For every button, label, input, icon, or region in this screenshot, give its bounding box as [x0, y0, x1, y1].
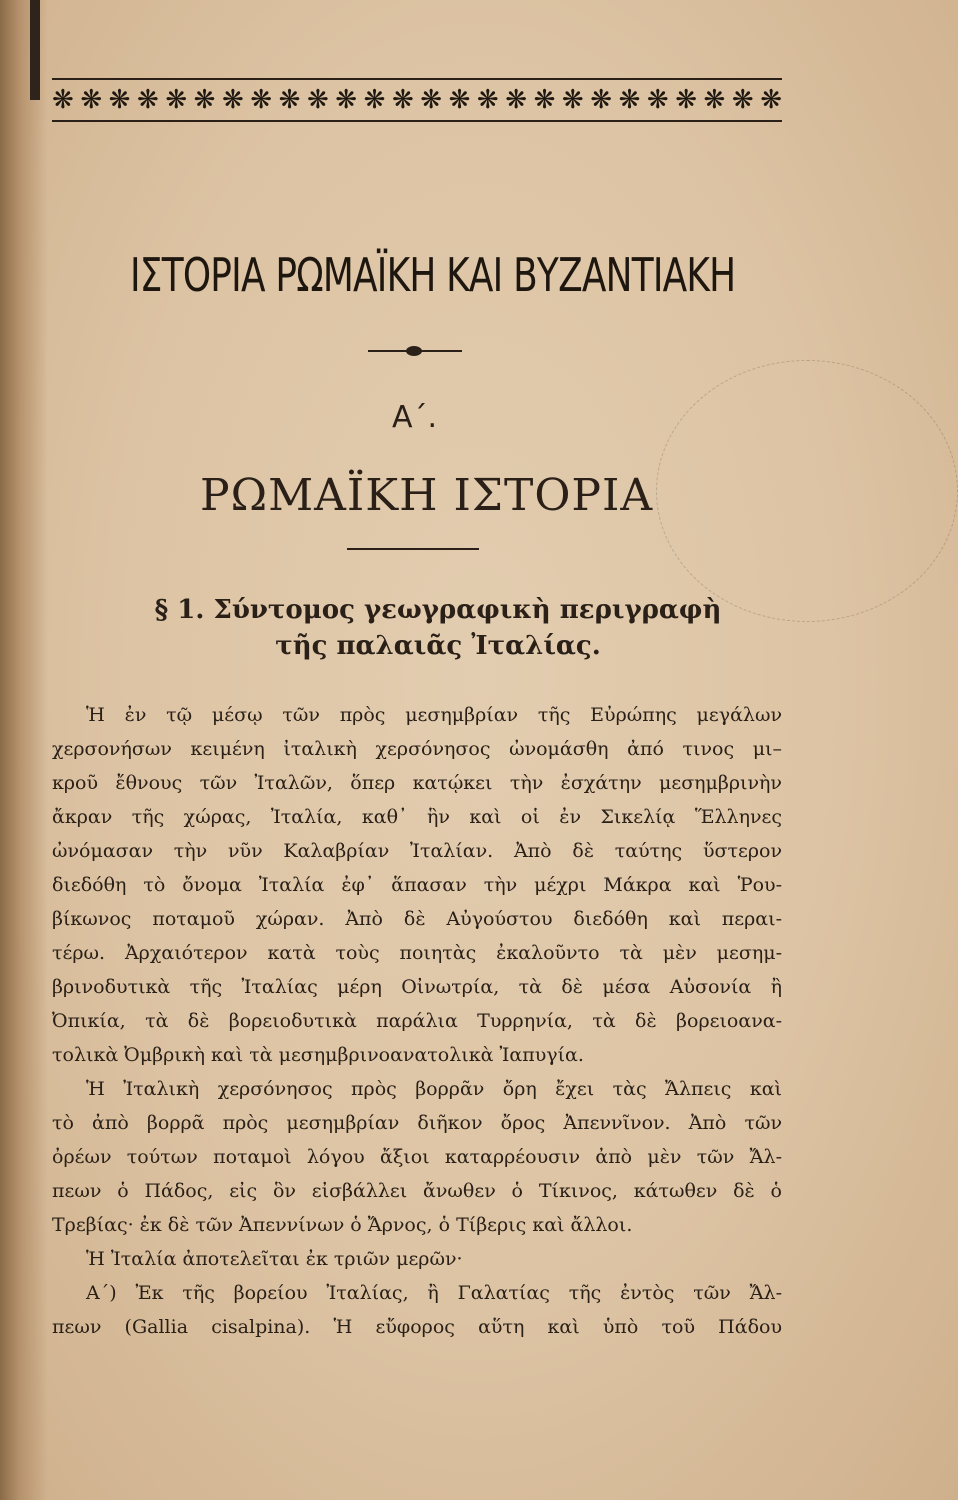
ornament-glyph: ❋ — [675, 85, 698, 115]
ornament-glyph: ❋ — [618, 85, 641, 115]
ornament-glyph: ❋ — [703, 85, 726, 115]
ornament-glyph: ❋ — [193, 85, 216, 115]
ornamental-header-band — [52, 78, 782, 122]
text-line: Ἡ Ἰταλικὴ χερσόνησος πρὸς βορρᾶν ὄρη ἔχει τὰς Ἄλπεις καὶ — [86, 1078, 782, 1100]
ornament-glyph: ❋ — [505, 85, 528, 115]
text-line: Ὀπικία, τὰ δὲ βορειοδυτικὰ παράλια Τυρρηνία, τὰ δὲ βορειοανα- — [52, 1010, 782, 1032]
text-line: Ἡ ἐν τῷ μέσῳ τῶν πρὸς μεσημβρίαν τῆς Εὐρώπης μεγάλων — [86, 704, 782, 726]
text-line: κροῦ ἔθνους τῶν Ἰταλῶν, ὅπερ κατῴκει τὴν ἐσχάτην μεσημβρινὴν — [52, 772, 782, 794]
text-line: τὸ ἀπὸ βορρᾶ πρὸς μεσημβρίαν διῆκον ὄρος Ἀπεννῖνον. Ἀπὸ τῶν — [52, 1112, 782, 1134]
part-number: Α΄. — [392, 400, 438, 435]
text-line: πεων (Gallia cisalpina). Ἡ εὔφορος αὕτη καὶ ὑπὸ τοῦ Πάδου — [52, 1316, 782, 1338]
ornament-glyph: ❋ — [250, 85, 273, 115]
page-spine-shadow — [0, 0, 48, 1500]
ornament-glyph: ❋ — [306, 85, 329, 115]
chapter-heading-line-2: τῆς παλαιᾶς Ἰταλίας. — [275, 631, 601, 661]
ornament-glyph: ❋ — [533, 85, 556, 115]
ornament-glyph: ❋ — [646, 85, 669, 115]
text-line: ἄκραν τῆς χώρας, Ἰταλία, καθ᾽ ἣν καὶ οἱ ἐν Σικελίᾳ Ἕλληνες — [52, 806, 782, 828]
text-line: ὠνόμασαν τὴν νῦν Καλαβρίαν Ἰταλίαν. Ἀπὸ δὲ ταύτης ὕστερον — [52, 840, 782, 862]
ornament-glyph: ❋ — [165, 85, 188, 115]
ornament-glyph: ❋ — [52, 85, 74, 115]
text-line: χερσονήσων κειμένη ἰταλικὴ χερσόνησος ὠνομάσθη ἀπό τινος μι– — [52, 738, 782, 760]
ornament-glyph: ❋ — [363, 85, 386, 115]
text-line: τολικὰ Ὀμβρικὴ καὶ τὰ μεσημβρινοανατολικὰ Ἰαπυγία. — [52, 1044, 584, 1066]
part-title: ΡΩΜΑΪΚΗ ΙΣΤΟΡΙΑ — [200, 470, 654, 521]
ornament-glyph: ❋ — [476, 85, 499, 115]
text-line: διεδόθη τὸ ὄνομα Ἰταλία ἐφ᾽ ἅπασαν τὴν μέχρι Μάκρα καὶ Ῥου- — [52, 874, 782, 896]
ornament-glyph: ❋ — [221, 85, 244, 115]
text-line: Ἡ Ἰταλία ἀποτελεῖται ἐκ τριῶν μερῶν· — [86, 1248, 463, 1270]
ornament-glyph: ❋ — [590, 85, 613, 115]
ornament-glyph: ❋ — [335, 85, 358, 115]
title-divider-ornament — [406, 346, 422, 356]
text-line: ὀρέων τούτων ποταμοὶ λόγου ἄξιοι καταρρέουσιν ἀπὸ μὲν τῶν Ἄλ- — [52, 1146, 782, 1168]
chapter-heading — [148, 592, 728, 664]
book-title: ΙΣΤΟΡΙΑ ΡΩΜΑΪΚΗ ΚΑΙ ΒΥΖΑΝΤΙΑΚΗ — [130, 248, 736, 302]
ornament-glyph: ❋ — [80, 85, 103, 115]
ornament-glyph: ❋ — [448, 85, 471, 115]
ornament-glyph: ❋ — [391, 85, 414, 115]
text-line: τέρω. Ἀρχαιότερον κατὰ τοὺς ποιητὰς ἐκαλοῦντο τὰ μὲν μεσημ- — [52, 942, 782, 964]
body-text — [52, 698, 782, 1344]
ornament-glyph: ❋ — [561, 85, 584, 115]
ornament-glyph: ❋ — [760, 85, 782, 115]
text-line: Τρεβίας· ἐκ δὲ τῶν Ἀπεννίνων ὁ Ἄρνος, ὁ Τίβερις καὶ ἄλλοι. — [52, 1214, 633, 1236]
text-line: Α΄) Ἐκ τῆς βορείου Ἰταλίας, ἢ Γαλατίας τῆς ἐντὸς τῶν Ἄλ- — [86, 1282, 782, 1304]
ornament-glyph: ❋ — [278, 85, 301, 115]
text-line: βίκωνος ποταμοῦ χώραν. Ἀπὸ δὲ Αὐγούστου διεδόθη καὶ περαι- — [52, 908, 782, 930]
paper-stain — [656, 360, 958, 622]
ornament-glyph: ❋ — [136, 85, 159, 115]
ornament-glyph: ❋ — [731, 85, 754, 115]
binding-mark — [30, 0, 40, 100]
ornament-glyph: ❋ — [420, 85, 443, 115]
part-title-rule — [347, 548, 479, 550]
chapter-heading-line-1: § 1. Σύντομος γεωγραφικὴ περιγραφὴ — [154, 595, 722, 625]
text-line: βρινοδυτικὰ τῆς Ἰταλίας μέρη Οἰνωτρία, τὰ δὲ μέσα Αὐσονία ἢ — [52, 976, 782, 998]
ornament-glyph: ❋ — [108, 85, 131, 115]
text-line: πεων ὁ Πάδος, εἰς ὃν εἰσβάλλει ἄνωθεν ὁ Τίκινος, κάτωθεν δὲ ὁ — [52, 1180, 782, 1202]
